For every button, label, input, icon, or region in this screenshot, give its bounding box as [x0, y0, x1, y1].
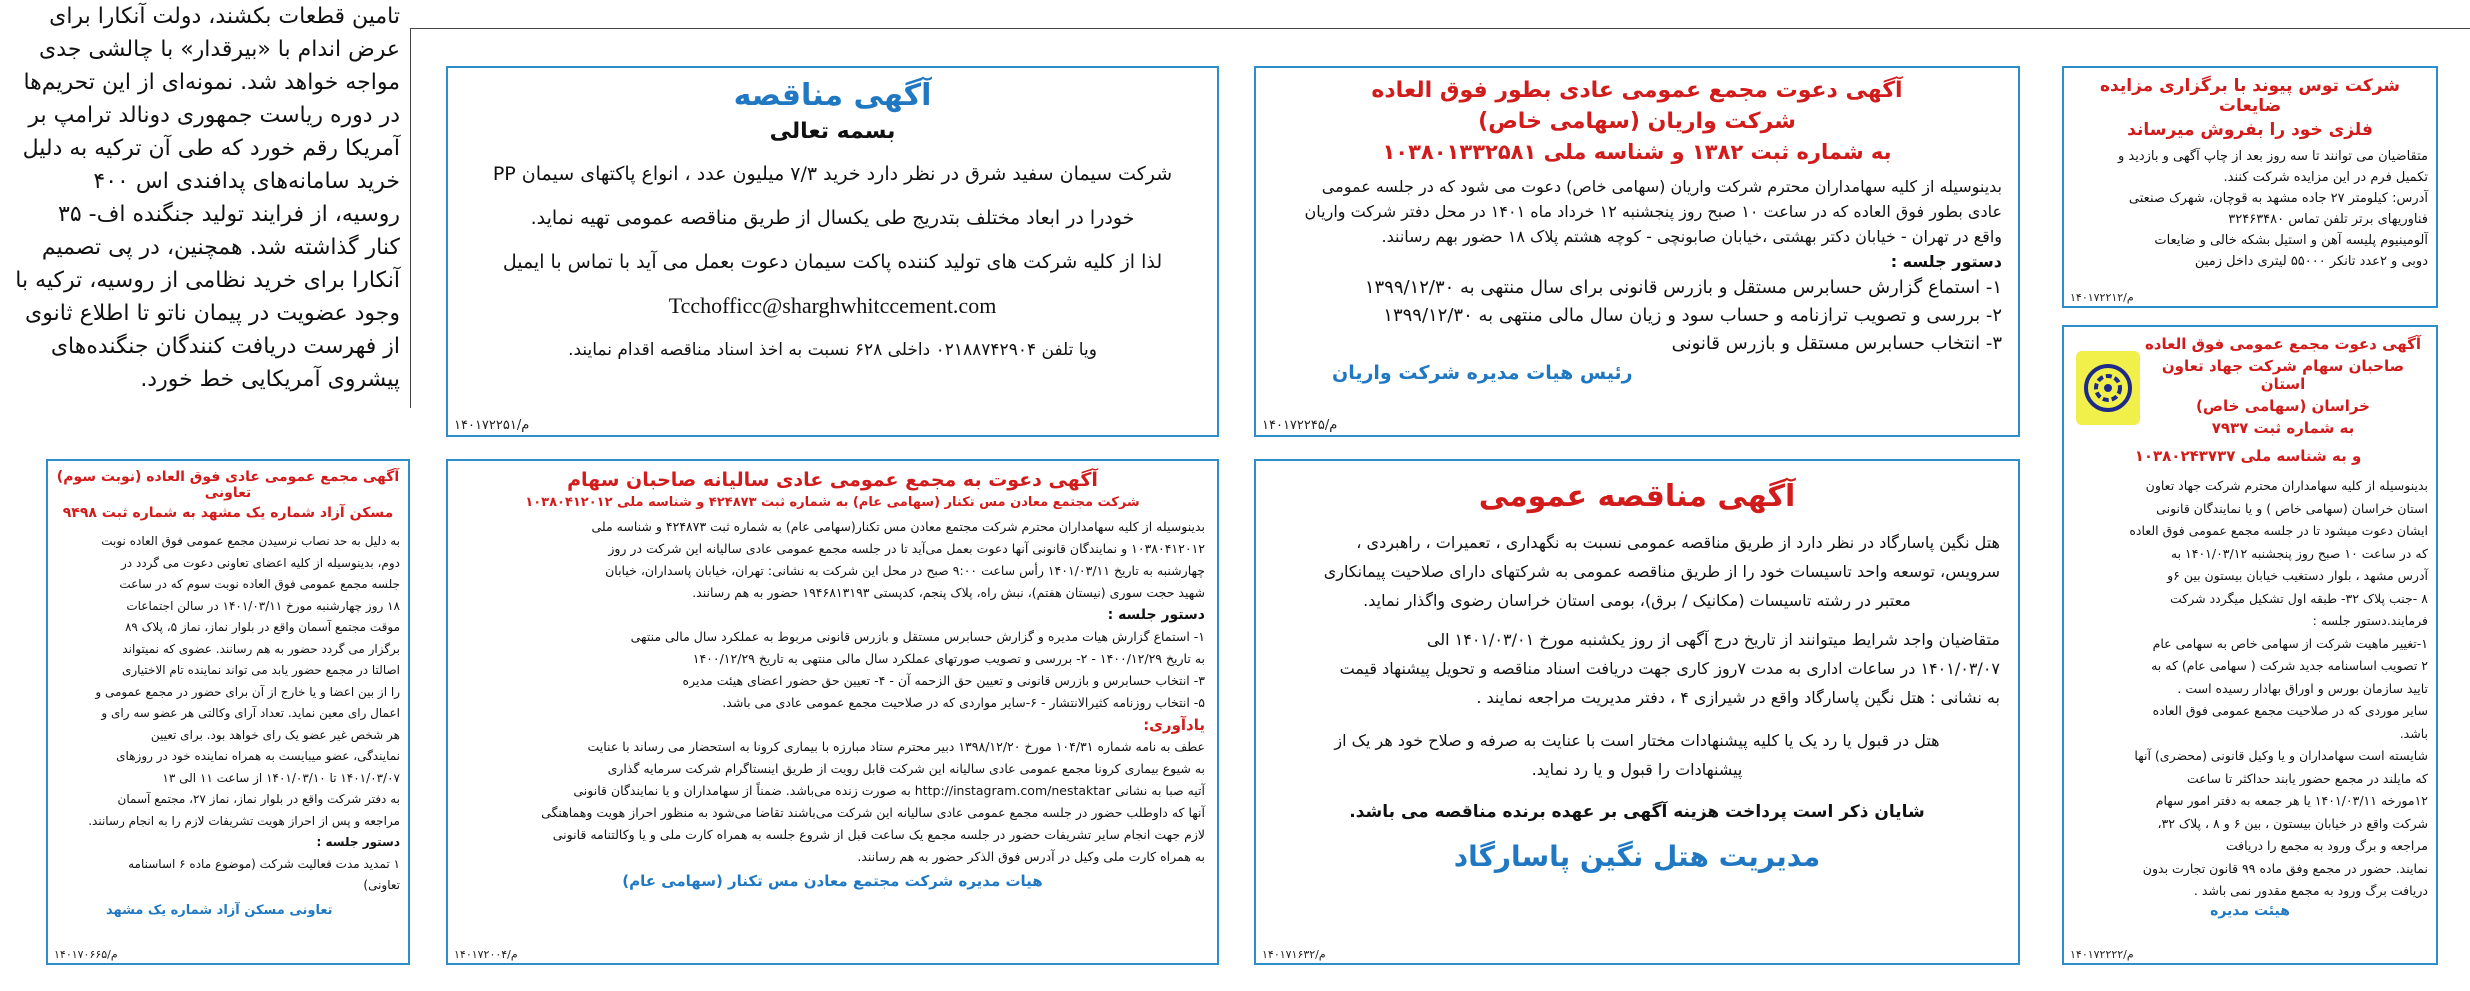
ad-title: خراسان (سهامی خاص): [2196, 397, 2370, 415]
ad-line: که مایلند در مجمع حضور یابند حداکثر تا ساعت: [2187, 770, 2428, 786]
ad-code: ۱۴۰۱۷۲۲۴۵/م: [1262, 418, 1338, 433]
ad-line: که در ساعت ۱۰ صبح روز پنجشنبه ۱۴۰۱/۰۳/۱۲ به: [2170, 545, 2428, 561]
ad-title: آگهی دعوت مجمع عمومی فوق العاده: [2144, 335, 2422, 353]
ad-line: ۱-تغییر ماهیت شرکت از سهامی خاص به سهامی عام: [2152, 635, 2428, 651]
ad-line: به دلیل به حد نصاب نرسیدن مجمع عمومی فوق العاده نوبت: [101, 534, 400, 548]
ad-signature: تعاونی مسکن آزاد شماره یک مشهد: [106, 902, 333, 918]
ad-line: برگزار می گردد حضور به هم رسانند. عضوی که نمیتواند: [122, 641, 400, 656]
ad-line: چهارشنبه به تاریخ ۱۴۰۱/۰۳/۱۱ رأس ساعت ۹:۰۰ صبح در محل این شرکت به نشانی: تهران، خیابان پاسداران، خیابان: [605, 563, 1205, 578]
ad-line: آدرس: کیلومتر ۲۷ جاده مشهد به قوچان، شهرک صنعتی: [2128, 191, 2428, 206]
article-line: خرید سامانه‌های پدافندی اس ۴۰۰: [93, 169, 400, 194]
ad-line: شرکت واقع در خیابان بیستون ، بین ۶ و ۸ ، پلاک ۳۲،: [2157, 815, 2428, 831]
ad-line: خودرا در ابعاد مختلف بتدریج طی یکسال از طریق مناقصه عمومی تهیه نماید.: [530, 207, 1135, 229]
ad-line: به دفتر شرکت واقع در بلوار نماز، نماز ۲۷، مجتمع آسمان: [117, 792, 400, 806]
ad-line: متقاضیان می توانند تا سه روز بعد از چاپ آگهی و بازدید و: [2118, 149, 2428, 164]
ad-title: شرکت توس پیوند با برگزاری مزایده ضایعات: [2100, 76, 2400, 116]
ad-signature: هیات مدیره شرکت مجتمع معادن مس تکنار (سهامی عام): [622, 872, 1043, 890]
note-line: آنها که داوطلب حضور در جلسه مجمع عمومی عادی سالیانه این شرکت می‌باشند تقاضا می‌شود به منظور احراز هویت وهماهنگی: [541, 805, 1205, 820]
note-line: عطف به نامه شماره ۱۰۴/۳۱ مورخ ۱۳۹۸/۱۲/۲۰ دبیر محترم ستاد مبارزه با بیماری کرونا به استحضار می رساند با عنایت: [587, 739, 1205, 754]
ad-line: هتل نگین پاسارگاد در نظر دارد از طریق مناقصه عمومی نسبت به نگهداری ، تعمیرات ، راهبردی ،: [1356, 533, 2000, 552]
ad-code: ۱۴۰۱۷۲۲۱۲/م: [2070, 291, 2134, 304]
ad-line: بدینوسیله از کلیه سهامداران محترم شرکت مجتمع معادن مس تکنار(سهامی عام) به شماره ثبت ۴۲۴۸۷۳ و شناسه ملی: [591, 519, 1205, 534]
note-line: به شیوع بیماری کرونا مجمع عمومی عادی سالیانه این شرکت قابل رویت از طریق اینستاگرام شرکت سرمایه گذاری: [607, 761, 1205, 776]
ad-title: صاحبان سهام شرکت جهاد تعاون استان: [2161, 357, 2405, 393]
ad-line: ۱۲مورخه ۱۴۰۱/۰۳/۱۱ یا هر جمعه به دفتر امور سهام: [2155, 793, 2428, 808]
ad-line: شهید حجت سوری (نیستان هفتم)، نبش راه، پلاک پنجم، کدپستی ۱۹۴۶۸۱۳۱۹۳ حضور به هم رسانند.: [692, 585, 1205, 600]
ad-line: معتبر در رشته تاسیسات (مکانیک / برق)، بومی استان خراسان رضوی واگذار نماید.: [1363, 591, 1911, 610]
ad-line: جلسه مجمع عمومی فوق العاده نوبت سوم که در ساعت: [119, 577, 400, 591]
article-line: روسیه، از فرایند تولید جنگنده اف- ۳۵: [58, 202, 400, 227]
article-line: وجود عضویت در پیمان ناتو تا اطلاع ثانوی: [25, 301, 400, 326]
ad-line: مراجعه و برگ ورود به مجمع را دریافت: [2225, 838, 2428, 853]
agenda-item: ۳- انتخاب حسابرس و بازرس قانونی و تعیین حق الزحمه آن - ۴- تعیین حق حضور اعضای هیئت مدیره: [682, 673, 1205, 688]
article-line: از فهرست دریافت کنندگان جنگنده‌های: [50, 334, 400, 359]
ad-code: ۱۴۰۱۷۲۰۰۴/م: [454, 948, 518, 961]
article-line: عرض اندام با «بیرقدار» با چالشی جدی: [39, 37, 400, 62]
ad-note: شایان ذکر است پرداخت هزینه آگهی بر عهده برنده مناقصه می باشد.: [1349, 802, 1925, 822]
article-line: مواجه خواهد شد. نمونه‌ای از این تحریم‌ها: [23, 70, 400, 95]
ad-line: استان خراسان (سهامی خاص ) و یا نمایندگان قانونی: [2156, 500, 2428, 516]
ad-line: اعمال رای معین نماید. تعداد آرای وکالتی هر عضو سه رای و: [101, 706, 400, 720]
agenda-label: دستور جلسه :: [316, 835, 400, 849]
agenda-item: ۵- انتخاب روزنامه کثیرالانتشار - ۶-سایر مواردی که در صلاحیت مجمع عمومی عادی می باشد.: [722, 695, 1205, 710]
left-column-article: [0, 0, 400, 420]
ad-title: آگهی مجمع عمومی عادی فوق العاده (نوبت سوم) تعاونی: [56, 469, 400, 501]
article-line: پیشروی آمریکایی خط خورد.: [140, 367, 400, 392]
article-line: آمریکا رقم خورد که طی آن ترکیه به دلیل: [22, 136, 400, 161]
agenda-item: ۳- انتخاب حسابرس مستقل و بازرس قانونی: [1671, 333, 2002, 354]
ad-title: و به شناسه ملی ۱۰۳۸۰۲۴۳۷۳۷: [2134, 447, 2362, 465]
ad-line: هر شخص غیر عضو یک رای خواهد بود. برای تعیین: [150, 727, 400, 742]
ad-line: نمایند. حضور در مجمع وفق ماده ۹۹ قانون تجارت بدون: [2142, 860, 2428, 876]
note-line: آتیه صبا به نشانی http://instagram.com/nestaktar به صورت زنده می‌باشد. ضمناً از سهامداران و یا نمایندگان قانونی: [573, 783, 1205, 798]
agenda-item: ۱ تمدید مدت فعالیت شرکت (موضوع ماده ۶ اساسنامه: [128, 856, 400, 871]
note-line: به همراه کارت ملی وکیل در آدرس فوق الذکر حضور به هم رسانند.: [857, 849, 1205, 864]
note-line: لازم جهت انجام سایر تشریفات حضور در جلسه مجمع یک ساعت قبل از شروع جلسه به همراه کارت ملی و یا وکالتنامه قانونی: [552, 827, 1205, 842]
ad-code: ۱۴۰۱۷۰۶۶۵/م: [54, 948, 118, 961]
column-rule-left: [410, 28, 411, 408]
ad-line: آدرس مشهد ، بلوار دستغیب خیابان بیستون بین ۶و: [2167, 568, 2428, 583]
ad-line: ۲ تصویب اساسنامه جدید شرکت ( سهامی عام) که به: [2151, 658, 2428, 673]
ad-line: سایر موردی که در صلاحیت مجمع عمومی فوق العاده: [2152, 703, 2428, 718]
ad-signature: رئیس هیات مدیره شرکت واریان: [1332, 362, 1633, 384]
ad-line: بدینوسیله از کلیه سهامداران محترم شرکت واریان (سهامی خاص) دعوت می شود که در جلسه عمومی: [1321, 177, 2002, 196]
ad-line: متقاضیان واجد شرایط میتوانند از تاریخ درج آگهی از روز یکشنبه مورخ ۱۴۰۱/۰۳/۰۱ الی: [1426, 630, 2000, 649]
article-line: در دوره ریاست جمهوری دونالد ترامپ بر: [28, 103, 400, 128]
ad-line: هتل در قبول یا رد یک یا کلیه پیشنهادات مختار است با عنایت به صرفه و صلاح خود هر یک از: [1334, 731, 1940, 750]
agenda-label: دستور جلسه :: [1890, 252, 2002, 271]
article-line: آنکارا برای خرید نظامی از روسیه، ترکیه با: [15, 268, 400, 293]
ad-line: پیشنهادات را قبول و یا رد نماید.: [1531, 760, 1743, 779]
ad-line: تکمیل فرم در این مزایده شرکت کنند.: [2223, 170, 2428, 185]
agenda-label: دستور جلسه :: [1107, 607, 1205, 623]
ad-title: به شماره ثبت ۷۹۳۷: [2211, 419, 2355, 437]
ad-title: آگهی مناقصه: [733, 78, 932, 113]
ad-title: آگهی دعوت به مجمع عمومی عادی سالیانه صاحبان سهام: [567, 469, 1098, 491]
ad-title: آگهی مناقصه عمومی: [1478, 479, 1796, 514]
ad-line: واقع در تهران - خیابان دکتر بهشتی ،خیابان صابونچی - کوچه هشتم پلاک ۱۸ حضور بهم رسانند.: [1381, 227, 2002, 246]
ad-line: دوبی و ۲عدد تانکر ۵۵۰۰۰ لیتری داخل زمین: [2194, 254, 2428, 269]
ad-line: ویا تلفن ۰۲۱۸۸۷۴۲۹۰۴ داخلی ۶۲۸ نسبت به اخذ اسناد مناقصه اقدام نمایند.: [568, 340, 1097, 360]
ad-title: فلزی خود را بفروش میرساند: [2127, 120, 2373, 140]
ad-title: شرکت مجتمع معادن مس تکنار (سهامی عام) به شماره ثبت ۴۲۴۸۷۳ و شناسه ملی ۱۰۳۸۰۴۱۲۰۱۲: [525, 495, 1140, 510]
ad-signature: مدیریت هتل نگین پاسارگاد: [1453, 840, 1821, 873]
ad-hotel: [1254, 459, 2020, 965]
ad-line: باشد.: [2399, 725, 2428, 741]
ad-line: لذا از کلیه شرکت های تولید کننده پاکت سیمان دعوت بعمل می آید با تماس با ایمیل: [502, 251, 1163, 273]
agenda-item: ۲- بررسی و تصویب ترازنامه و حساب سود و زیان سال مالی منتهی به ۱۳۹۹/۱۲/۳۰: [1383, 305, 2002, 326]
ad-line: اصالتا در مجمع حضور یابد می تواند نماینده تام الاختیاری: [121, 663, 400, 677]
agenda-item: ۱- استماع گزارش هیات مدیره و گزارش حسابرس مستقل و بازرس قانونی مربوط به عملکرد سال مالی منتهی: [630, 629, 1205, 644]
ad-signature: هیئت مدیره: [2210, 902, 2290, 919]
ad-line: ۱۴۰۱/۰۳/۰۷ در ساعات اداری به مدت ۷روز کاری جهت دریافت اسناد مناقصه و تحویل پیشنهاد قیمت: [1339, 659, 2000, 678]
ad-line: ۱۸ روز چهارشنبه مورخ ۱۴۰۱/۰۳/۱۱ در سالن اجتماعات: [126, 598, 400, 613]
emblem-icon: [2076, 351, 2140, 425]
ad-line: دریافت برگ ورود به مجمع مقدور نمی باشد .: [2193, 883, 2428, 898]
ad-title: مسکن آزاد شماره یک مشهد به شماره ثبت ۹۴۹۸: [62, 505, 394, 521]
ad-toos: [2062, 66, 2438, 308]
ad-line: فرمایند.دستور جلسه :: [2312, 613, 2428, 628]
ad-title: شرکت واریان (سهامی خاص): [1478, 109, 1796, 134]
agenda-item: به تاریخ ۱۴۰۰/۱۲/۲۹ - ۲- بررسی و تصویب صورتهای عملکرد سال مالی منتهی به تاریخ ۱۴۰۰/۱۲/۲۹: [692, 651, 1205, 666]
article-line: تامین قطعات بکشند، دولت آنکارا برای: [49, 4, 400, 29]
ad-line: موقت مجتمع آسمان واقع در بلوار نماز، نماز ۵، پلاک ۸۹: [124, 620, 400, 634]
ad-khorasan: [2062, 325, 2438, 965]
ad-line: نمایندگی، عضو میبایست به همراه نماینده خود در روزهای: [116, 749, 400, 763]
ad-line: بدینوسیله از کلیه سهامداران محترم شرکت جهاد تعاون: [2145, 478, 2428, 493]
ad-line: شایسته است سهامداران و یا وکیل قانونی (محضری) آنها: [2134, 748, 2428, 763]
ad-code: ۱۴۰۱۷۱۶۳۲/م: [1262, 948, 1326, 961]
ad-line: مراجعه و پس از احراز هویت تشریفات لازم را به انجام رسانند.: [88, 813, 400, 828]
ad-line: ۱۴۰۱/۰۳/۰۷ تا ۱۴۰۱/۰۳/۱۰ از ساعت ۱۱ الی ۱۳: [162, 770, 400, 785]
top-rule: [410, 28, 2470, 29]
ad-varian: [1254, 66, 2020, 437]
ad-code: ۱۴۰۱۷۲۲۲۲/م: [2070, 948, 2134, 961]
ad-line: فناوریهای برتر تلفن تماس ۳۲۴۶۳۴۸۰: [2228, 212, 2428, 227]
article-line: کنار گذاشته شد. همچنین، در پی تصمیم: [41, 235, 400, 260]
ad-code: ۱۴۰۱۷۲۲۵۱/م: [454, 418, 530, 433]
ad-line: سرویس، توسعه واحد تاسیسات خود را از طریق مناقصه عمومی به شرکتهای دارای صلاحیت پیمانکاری: [1323, 562, 2000, 581]
ad-email: Tcchofficc@sharghwhitccement.com: [668, 293, 997, 318]
ad-line: به نشانی : هتل نگین پاسارگاد واقع در شیرازی ۴ ، دفتر مدیریت مراجعه نمایند .: [1476, 688, 2000, 707]
ad-line: آلومینیوم پلیسه آهن و استیل بشکه خالی و ضایعات: [2154, 233, 2428, 248]
ad-tender-cement: [446, 66, 1219, 437]
ad-title: به شماره ثبت ۱۳۸۲ و شناسه ملی ۱۰۳۸۰۱۳۳۲۵۸۱: [1382, 140, 1892, 164]
ad-mes: [446, 459, 1219, 965]
note-label: یادآوری:: [1143, 716, 1205, 734]
ad-line: را از بین اعضا و یا خارج از آن برای حضور در مجمع عمومی و: [95, 684, 400, 699]
ad-line: دوم، بدینوسیله از کلیه اعضای تعاونی دعوت می گردد در: [121, 555, 400, 570]
agenda-item: تعاونی): [363, 878, 400, 892]
ad-title: آگهی دعوت مجمع عمومی عادی بطور فوق العاده: [1371, 78, 1903, 103]
ad-line: تایید سازمان بورس و اوراق بهادار رسیده است .: [2177, 680, 2428, 696]
ad-maskan: [46, 459, 410, 965]
ad-subtitle: بسمه تعالی: [769, 119, 896, 144]
agenda-item: ۱- استماع گزارش حسابرس مستقل و بازرس قانونی برای سال منتهی به ۱۳۹۹/۱۲/۳۰: [1364, 277, 2002, 298]
ad-line: ایشان دعوت میشود تا در جلسه مجمع عمومی فوق العاده: [2129, 523, 2428, 538]
ad-line: شرکت سیمان سفید شرق در نظر دارد خرید ۷/۳ میلیون عدد ، انواع پاکتهای سیمان PP: [492, 163, 1173, 185]
ad-line: ۱۰۳۸۰۴۱۲۰۱۲ و نمایندگان قانونی آنها دعوت بعمل می‌آید تا در جلسه مجمع عمومی عادی سالیانه این شرکت در روز: [608, 541, 1205, 556]
ad-line: عادی بطور فوق العاده که در ساعت ۱۰ صبح روز پنجشنبه ۱۲ خرداد ماه ۱۴۰۱ در محل دفتر شرکت واریان: [1304, 202, 2002, 221]
ad-line: ۸ -جنب پلاک ۳۲- طبقه اول تشکیل میگردد شرکت: [2170, 590, 2428, 606]
